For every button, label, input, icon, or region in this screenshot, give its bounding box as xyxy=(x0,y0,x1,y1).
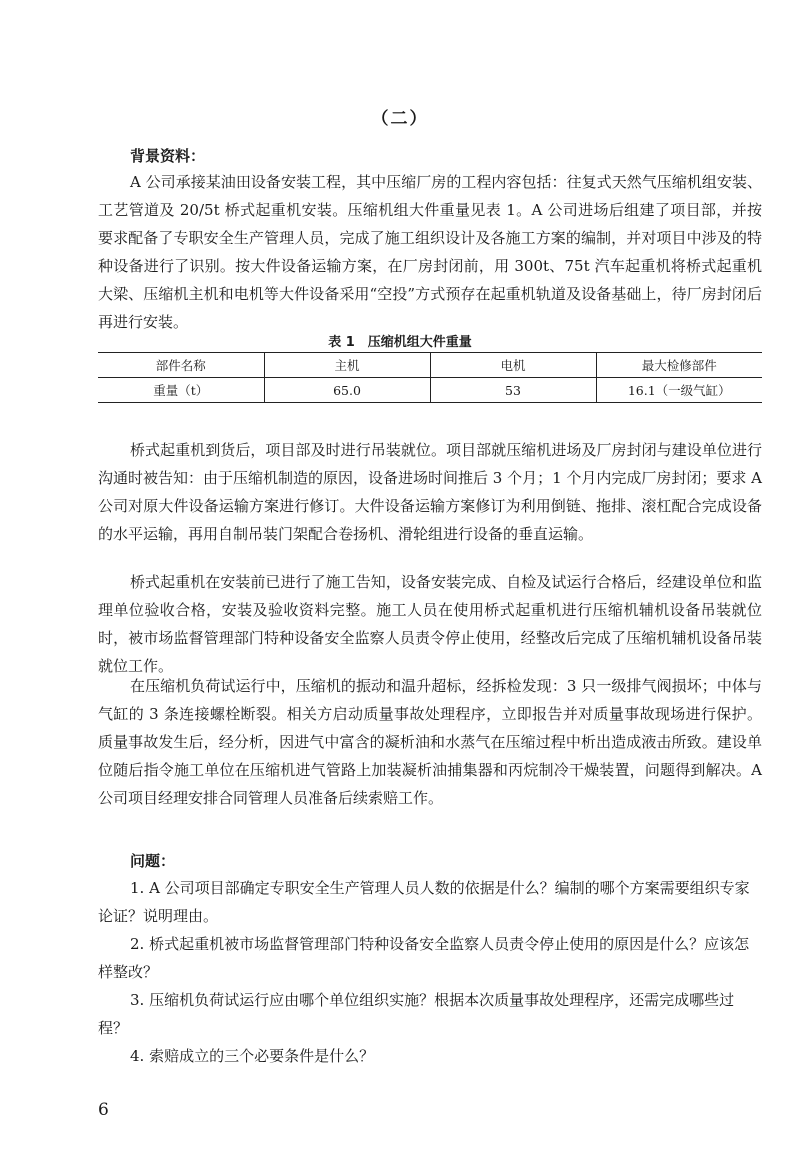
background-paragraph: A 公司承接某油田设备安装工程，其中压缩厂房的工程内容包括：往复式天然气压缩机组安装、工艺管道及 20/5t 桥式起重机安装。压缩机组大件重量见表 1。A 公司进场后组建了项目部，并按要求配备了专职安全生产管理人员，完成了施工组织设计及各施工方案的编制，并对项目中涉及的特种设备进行了识别。按大件设备运输方案，在厂房封闭前，用 300t、75t 汽车起重机将桥式起重机大梁、压缩机主机和电机等大件设备采用“空投”方式预存在起重机轨道及设备基础上，待厂房封闭后再进行安装。 xyxy=(98,173,762,331)
question-item: 3. 压缩机负荷试运行应由哪个单位组织实施？根据本次质量事故处理程序，还需完成哪些过程？ xyxy=(98,991,735,1037)
question-item: 2. 桥式起重机被市场监督管理部门特种设备安全监察人员责令停止使用的原因是什么？应该怎样整改？ xyxy=(98,935,750,981)
section-title: （二） xyxy=(371,109,429,129)
table-cell: 重量（t） xyxy=(153,383,209,398)
table-header-cell: 主机 xyxy=(264,353,430,378)
table-header-row xyxy=(98,353,762,378)
table-caption: 表 1 压缩机组大件重量 xyxy=(328,335,472,350)
questions-label: 问题： xyxy=(130,852,176,870)
table-row xyxy=(98,378,762,403)
page-number: 6 xyxy=(98,1100,109,1120)
table-header-cell: 最大检修部件 xyxy=(596,353,762,378)
table-cell: 65.0 xyxy=(264,378,430,403)
question-item: 4. 索赔成立的三个必要条件是什么？ xyxy=(130,1047,375,1065)
table-cell: 53 xyxy=(430,378,596,403)
table-header-cell: 部件名称 xyxy=(155,358,206,373)
body-paragraph: 桥式起重机到货后，项目部及时进行吊装就位。项目部就压缩机进场及厂房封闭与建设单位进行沟通时被告知：由于压缩机制造的原因，设备进场时间推后 3 个月；1 个月内完成厂房封闭；要求 A 公司对原大件设备运输方案进行修订。大件设备运输方案修订为利用倒链、拖排、滚杠配合完成设备的水平运输，再用自制吊装门架配合卷扬机、滑轮组进行设备的垂直运输。 xyxy=(98,441,762,543)
table-header-cell: 电机 xyxy=(430,353,596,378)
weights-table xyxy=(98,352,762,403)
table-cell: 16.1（一级气缸） xyxy=(596,378,762,403)
body-paragraph: 桥式起重机在安装前已进行了施工告知，设备安装完成、自检及试运行合格后，经建设单位和监理单位验收合格，安装及验收资料完整。施工人员在使用桥式起重机进行压缩机辅机设备吊装就位时，被市场监督管理部门特种设备安全监察人员责令停止使用，经整改后完成了压缩机辅机设备吊装就位工作。 xyxy=(98,573,762,675)
body-paragraph: 在压缩机负荷试运行中，压缩机的振动和温升超标，经拆检发现：3 只一级排气阀损坏；中体与气缸的 3 条连接螺栓断裂。相关方启动质量事故处理程序，立即报告并对质量事故现场进行保护。质量事故发生后，经分析，因进气中富含的凝析油和水蒸气在压缩过程中析出造成液击所致。建设单位随后指令施工单位在压缩机进气管路上加装凝析油捕集器和丙烷制冷干燥装置，问题得到解决。A 公司项目经理安排合同管理人员准备后续索赔工作。 xyxy=(98,677,762,807)
background-label: 背景资料： xyxy=(130,147,206,165)
question-item: 1. A 公司项目部确定专职安全生产管理人员人数的依据是什么？编制的哪个方案需要组织专家论证？说明理由。 xyxy=(98,879,750,925)
